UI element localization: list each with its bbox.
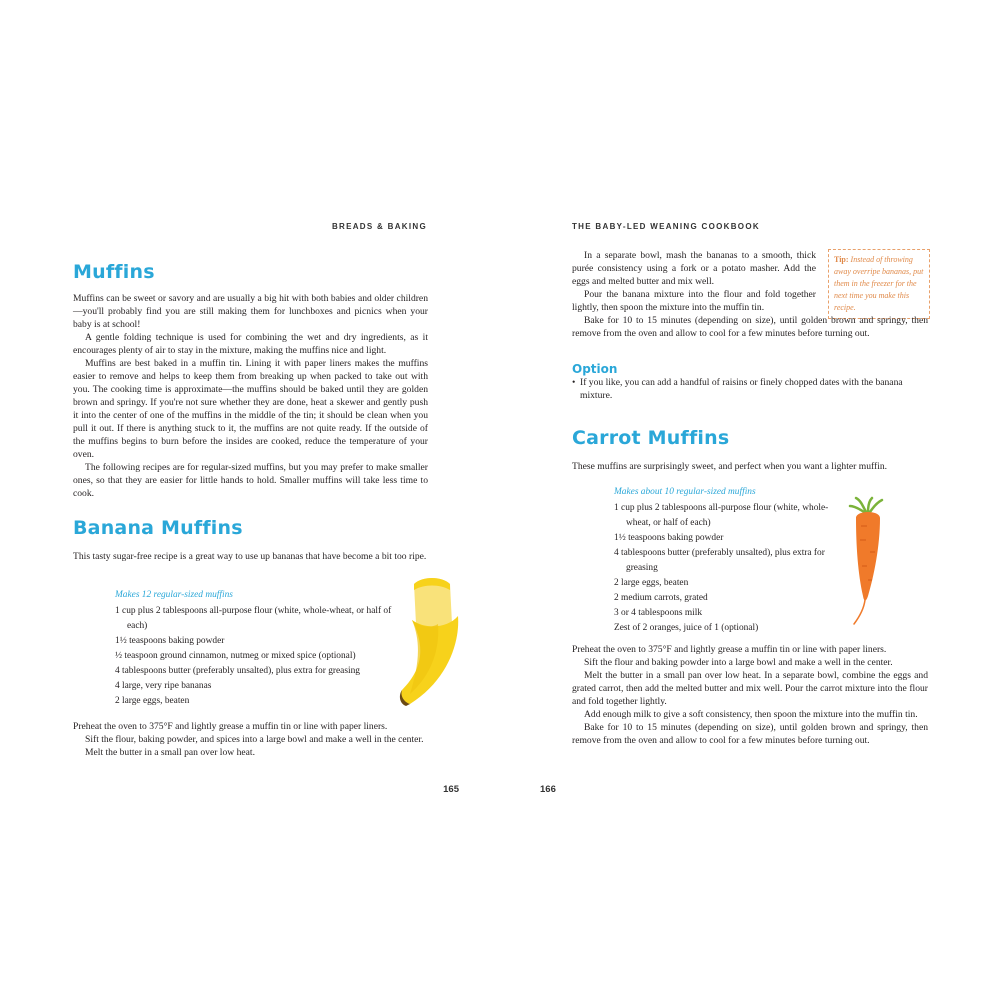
muffins-title: Muffins <box>73 261 155 283</box>
paragraph: Preheat the oven to 375°F and lightly grease a muffin tin or line with paper liners. <box>572 644 887 655</box>
ingredient-item: 4 large, very ripe bananas <box>115 681 212 691</box>
running-head-right: THE BABY-LED WEANING COOKBOOK <box>572 222 760 231</box>
carrot-muffins-title: Carrot Muffins <box>572 427 730 449</box>
ingredient-list <box>115 604 400 709</box>
page-number-left: 165 <box>443 784 459 795</box>
paragraph: A gentle folding technique is used for combining the wet and dry ingredients, as it encourages plenty of air to stay in the mixture, making the muffins nice and light. <box>73 332 428 356</box>
ingredient-item: 4 tablespoons butter (preferably unsalted), plus extra for greasing <box>614 548 825 573</box>
ingredient-item: Zest of 2 oranges, juice of 1 (optional) <box>614 623 759 633</box>
banana-ingredients <box>115 588 400 709</box>
yield-label: Makes about 10 regular-sized muffins <box>614 487 756 497</box>
ingredient-item: 2 large eggs, beaten <box>115 696 190 706</box>
paragraph: Muffins can be sweet or savory and are usually a big hit with both babies and older children—you'll probably find you are still making them for lunchboxes and picnics when your baby is at school! <box>73 293 428 330</box>
paragraph: Bake for 10 to 15 minutes (depending on size), until golden brown and springy, then remove from the oven and allow to cool for a few minutes before turning out. <box>572 722 928 746</box>
banana-intro-text <box>73 550 428 563</box>
ingredient-item: ½ teaspoon ground cinnamon, nutmeg or mixed spice (optional) <box>115 651 356 661</box>
right-page <box>500 0 1000 1000</box>
option-title: Option <box>572 362 618 376</box>
paragraph: This tasty sugar-free recipe is a great way to use up bananas that have become a bit too ripe. <box>73 551 427 562</box>
option-list <box>572 376 922 402</box>
paragraph: Muffins are best baked in a muffin tin. Lining it with paper liners makes the muffins easier to remove and helps to keep them from breaking up when packed to take out with you. The cooking time is approximate—the muffins should be baked until they are golden brown and springy. If you're not sure whether they are done, heat a skewer and gently push it into the center of one of the muffins in the middle of the tin; it should be clean when you pull it out. If there is anything stuck to it, the muffins are not quite ready. If the outside of the muffins begins to burn before the insides are cooked, reduce the temperature of your oven. <box>73 358 428 460</box>
running-head-left: BREADS & BAKING <box>331 222 427 231</box>
carrot-method-text <box>572 643 928 747</box>
ingredient-item: 3 or 4 tablespoons milk <box>614 608 703 618</box>
tip-label: Tip: <box>834 255 849 264</box>
banana-method-continued-top <box>572 249 816 314</box>
banana-method-continued-bottom <box>572 314 928 340</box>
tip-text: Instead of throwing away overripe bananas, put them in the freezer for the next time you make this recipe. <box>834 255 924 312</box>
paragraph: Melt the butter in a small pan over low heat. In a separate bowl, combine the eggs and grated carrot, then add the melted butter and mix well. Pour the carrot mixture into the flour and fold together lightly. <box>572 670 928 707</box>
list-item: • If you like, you can add a handful of raisins or finely chopped dates with the banana mixture. <box>572 377 903 401</box>
banana-illustration <box>392 572 472 712</box>
paragraph: Sift the flour and baking powder into a large bowl and make a well in the center. <box>584 657 893 668</box>
page-number-right: 166 <box>540 784 556 795</box>
ingredient-item: 1½ teaspoons baking powder <box>115 636 225 646</box>
carrot-intro-text <box>572 460 928 473</box>
ingredient-item: 1 cup plus 2 tablespoons all-purpose flour (white, whole-wheat, or half of each) <box>614 503 829 528</box>
ingredient-item: 2 large eggs, beaten <box>614 578 689 588</box>
tip-box <box>828 249 930 319</box>
paragraph: The following recipes are for regular-sized muffins, but you may prefer to make smaller ones, so that they are easier for little hands to hold. Smaller muffins will take less time to cook. <box>73 462 428 499</box>
ingredient-item: 1 cup plus 2 tablespoons all-purpose flour (white, whole-wheat, or half of each) <box>115 606 392 631</box>
paragraph: These muffins are surprisingly sweet, and perfect when you want a lighter muffin. <box>572 461 888 472</box>
paragraph: Bake for 10 to 15 minutes (depending on size), until golden brown and springy, then remove from the oven and allow to cool for a few minutes before turning out. <box>572 315 928 339</box>
paragraph: Preheat the oven to 375°F and lightly grease a muffin tin or line with paper liners. <box>73 721 388 732</box>
ingredient-item: 1½ teaspoons baking powder <box>614 533 724 543</box>
yield-label: Makes 12 regular-sized muffins <box>115 590 233 600</box>
ingredient-item: 2 medium carrots, grated <box>614 593 708 603</box>
ingredient-list <box>614 501 839 636</box>
banana-method-text <box>73 720 433 759</box>
ingredient-item: 4 tablespoons butter (preferably unsalted), plus extra for greasing <box>115 666 360 676</box>
paragraph: Melt the butter in a small pan over low heat. <box>85 747 255 758</box>
banana-muffins-title: Banana Muffins <box>73 517 243 539</box>
carrot-illustration <box>842 496 892 628</box>
paragraph: In a separate bowl, mash the bananas to a smooth, thick purée consistency using a fork or a potato masher. Add the eggs and melted butter and mix well. <box>572 250 816 287</box>
muffins-intro-text <box>73 292 428 500</box>
paragraph: Sift the flour, baking powder, and spices into a large bowl and make a well in the center. <box>85 734 424 745</box>
paragraph: Add enough milk to give a soft consistency, then spoon the mixture into the muffin tin. <box>584 709 918 720</box>
carrot-ingredients <box>614 485 839 636</box>
paragraph: Pour the banana mixture into the flour and fold together lightly, then spoon the mixture into the muffin tin. <box>572 289 816 313</box>
